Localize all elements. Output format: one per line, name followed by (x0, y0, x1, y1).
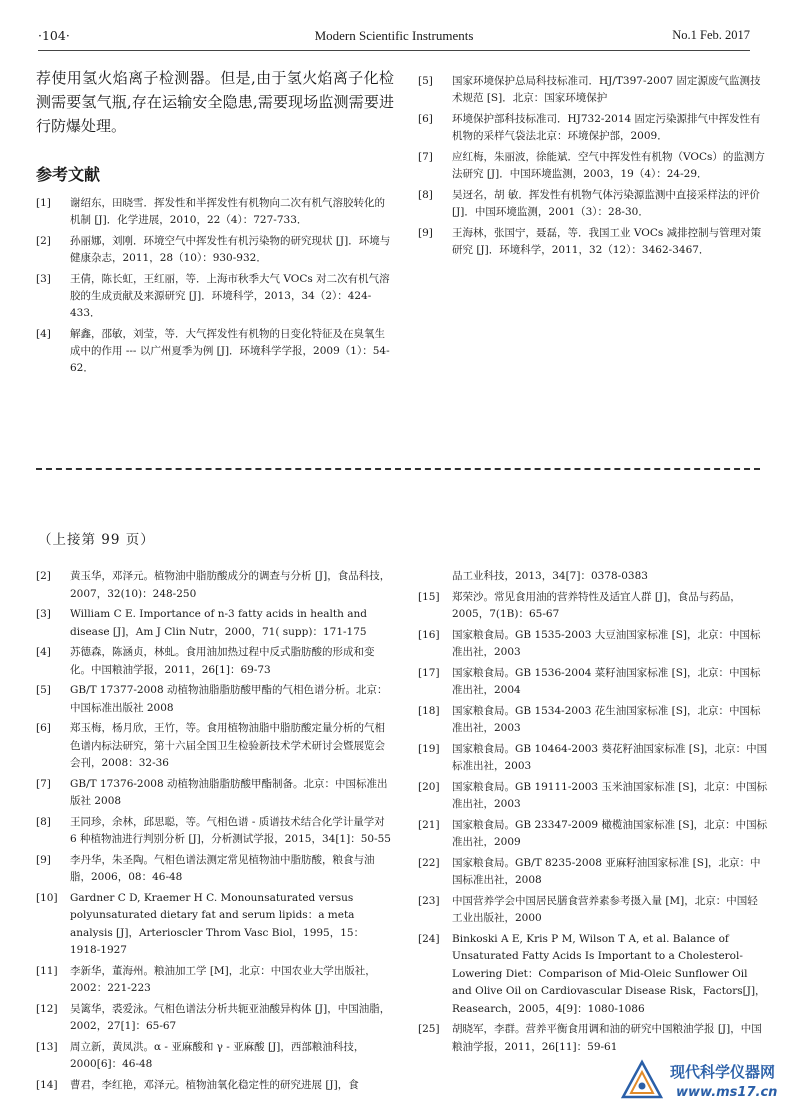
reference-item (418, 73, 768, 107)
reference-number: [2] (36, 570, 51, 582)
reference-item (36, 852, 394, 887)
reference-number: [5] (36, 684, 51, 696)
journal-name: Modern Scientific Instruments (314, 28, 474, 43)
reference-text: 王同珍，余林，邱思聪，等。气相色谱 - 质谱技术结合化学计量学对 6 种植物油进行判别分析 [J]，分析测试学报，2015，34[1]：50-55 (70, 815, 391, 845)
top-right-reference-list (418, 73, 768, 259)
reference-text: 李丹华，朱圣陶。气相色谱法测定常见植物油中脂肪酸，粮食与油脂，2006，08：46-48 (70, 853, 375, 883)
reference-text: 国家粮食局。GB 1536-2004 菜籽油国家标准 [S]，北京：中国标准出社，2004 (452, 666, 761, 696)
reference-number: [10] (36, 891, 58, 904)
reference-text: 周立新，黄凤洪。α - 亚麻酸和 γ - 亚麻酸 [J]，西部粮油科技，2000[6]：46-48 (70, 1040, 365, 1070)
reference-number: [20] (418, 780, 440, 793)
watermark-url[interactable]: www.ms17.cn (676, 1085, 778, 1100)
reference-text: 应红梅，朱丽波，徐能斌．空气中挥发性有机物（VOCs）的监测方法研究 [J]．中国环境监测，2003，19（4）：24-29． (452, 151, 765, 180)
reference-number: [4] (36, 328, 51, 340)
reference-item (36, 271, 394, 322)
reference-number: [3] (36, 273, 51, 285)
watermark-title: 现代科学仪器网 (670, 1063, 776, 1081)
reference-item (36, 682, 394, 717)
reference-item (418, 1021, 768, 1056)
reference-item (418, 111, 768, 145)
reference-item (418, 855, 768, 890)
reference-item (36, 1077, 394, 1095)
reference-text: 国家粮食局。GB 19111-2003 玉米油国家标准 [S]，北京：中国标准出社，2003 (452, 780, 768, 810)
reference-number: [3] (36, 608, 51, 620)
reference-text: 中国营养学会中国居民膳食营养素参考摄入量 [M]，北京：中国轻工业出版社，2000 (452, 894, 758, 924)
reference-number: [2] (36, 235, 51, 247)
reference-text: 李新华，董海州。粮油加工学 [M]，北京：中国农业大学出版社，2002：221-223 (70, 964, 376, 994)
reference-item (418, 225, 768, 259)
reference-text: 国家粮食局。GB/T 8235-2008 亚麻籽油国家标准 [S]，北京：中国标准出社，2008 (452, 856, 761, 886)
reference-text: 吴迓名，胡 敏．挥发性有机物气体污染源监测中直接采样法的评价 [J]．中国环境监测，2001（3）：28-30． (452, 189, 760, 218)
reference-number: [21] (418, 818, 440, 831)
reference-number: [8] (418, 189, 433, 201)
reference-item (418, 149, 768, 183)
reference-text: 环境保护部科技标准司．HJ732-2014 固定污染源排气中挥发性有机物的采样气袋法北京：环境保护部，2009． (452, 113, 761, 142)
reference-text: 曹君，李红艳，邓泽元。植物油氧化稳定性的研究进展 [J]，食 (70, 1078, 359, 1091)
reference-item (36, 720, 394, 773)
site-watermark (620, 1057, 790, 1109)
reference-item (418, 893, 768, 928)
reference-number: [22] (418, 856, 440, 869)
bottom-left-column (36, 568, 394, 1097)
reference-text: 谢绍东，田晓雪．挥发性和半挥发性有机物向二次有机气溶胶转化的机制 [J]．化学进展，2010，22（4）：727-733． (70, 197, 385, 226)
watermark-logo-icon (620, 1059, 664, 1103)
bottom-right-column (418, 568, 768, 1059)
bottom-right-reference-list (418, 589, 768, 1057)
reference-item (36, 963, 394, 998)
reference-text: 国家粮食局。GB 1534-2003 花生油国家标准 [S]，北京：中国标准出社，2003 (452, 704, 761, 734)
reference-item (36, 195, 394, 229)
reference-number: [6] (418, 113, 433, 125)
reference-number: [9] (418, 227, 433, 239)
reference-item (418, 817, 768, 852)
top-right-column (418, 73, 768, 263)
reference-item (36, 1001, 394, 1036)
reference-text: William C E. Importance of n-3 fatty acids in health and disease [J]，Am J Clin Nutr，2000，71( supp)：171-175 (70, 608, 367, 638)
reference-text: 解鑫，邵敏，刘莹，等．大气挥发性有机物的日变化特征及在臭氧生成中的作用 --- 以广州夏季为例 [J]．环境科学学报，2009（1）：54-62． (70, 328, 390, 374)
reference-text: 苏德森，陈涵贞，林虬。食用油加热过程中反式脂肪酸的形成和变化。中国粮油学报，2011，26[1]：69-73 (70, 646, 375, 676)
reference-text: 王海林，张国宁，聂磊，等．我国工业 VOCs 减排控制与管理对策研究 [J]．环境科学，2011，32（12）：3462-3467． (452, 227, 762, 256)
reference-text: 胡晓军，李群。营养平衡食用调和油的研究中国粮油学报 [J]，中国粮油学报，2011，26[11]：59-61 (452, 1023, 762, 1053)
reference-number: [14] (36, 1078, 58, 1091)
reference-text: GB/T 17377-2008 动植物油脂脂肪酸甲酯的气相色谱分析。北京：中国标准出版社 2008 (70, 684, 388, 714)
reference-number: [9] (36, 853, 51, 866)
reference-item (36, 644, 394, 679)
reference-text: GB/T 17376-2008 动植物油脂脂肪酸甲酯制备。北京：中国标准出版社 2008 (70, 777, 388, 807)
reference-number: [4] (36, 646, 51, 658)
continued-note: （上接第 99 页） (38, 532, 155, 548)
page-header (38, 28, 750, 48)
reference-item (36, 606, 394, 641)
reference-text: 国家环境保护总局科技标准司．HJ/T397-2007 固定源废气监测技术规范 [S]．北京：国家环境保护 (452, 75, 761, 104)
reference-number: [23] (418, 894, 440, 907)
reference-item (418, 187, 768, 221)
reference-continuation: 品工业科技，2013，34[7]：0378-0383 (452, 570, 648, 582)
reference-item (36, 890, 394, 960)
reference-number: [7] (418, 151, 433, 163)
reference-number: [19] (418, 742, 440, 755)
reference-number: [24] (418, 932, 440, 945)
reference-text: Gardner C D, Kraemer H C. Monounsaturated versus polyunsaturated dietary fat and serum lipids：a meta analysis [J]，Arterioscler Throm Vasc Biol，1995，15：1918-1927 (70, 891, 365, 956)
reference-item (418, 741, 768, 776)
reference-number: [13] (36, 1040, 58, 1053)
reference-number: [12] (36, 1002, 58, 1015)
reference-number: [6] (36, 722, 51, 734)
page-number: ·104· (38, 28, 70, 43)
reference-number: [25] (418, 1023, 440, 1035)
references-title: 参考文献 (36, 165, 101, 184)
reference-item (418, 779, 768, 814)
reference-number: [18] (418, 704, 440, 717)
top-left-reference-list (36, 195, 394, 377)
reference-number: [16] (418, 628, 440, 641)
reference-number: [1] (36, 197, 51, 209)
reference-item (36, 776, 394, 811)
top-left-column (36, 66, 394, 381)
reference-item (418, 627, 768, 662)
reference-text: 郑玉梅，杨月欣，王竹，等。食用植物油脂中脂肪酸定量分析的气相色谱内标法研究，第十六届全国卫生检验新技术学术研讨会暨展览会会刊，2008：32-36 (70, 722, 385, 769)
issue-info: No.1 Feb. 2017 (672, 28, 750, 42)
reference-text: 王倩，陈长虹，王红丽，等．上海市秋季大气 VOCs 对二次有机气溶胶的生成贡献及来源研究 [J]．环境科学，2013，34（2）：424-433． (70, 273, 390, 319)
reference-number: [5] (418, 75, 433, 87)
reference-number: [11] (36, 964, 58, 977)
bottom-left-reference-list (36, 568, 394, 1094)
section-divider (36, 468, 760, 470)
reference-text: Binkoski A E, Kris P M, Wilson T A, et al. Balance of Unsaturated Fatty Acids Is Important to a Cholesterol-Lowering Diet：Comparison of Mid-Oleic Sunflower Oil and Olive Oil on Cardiovascular Disease Risk，Factors[J]，Reasearch，2005，4[9]：1080-1086 (452, 932, 766, 1015)
reference-text: 吴篱华，裘爱泳。气相色谱法分析共轭亚油酸异构体 [J]，中国油脂，2002，27[1]：65-67 (70, 1002, 391, 1032)
reference-text: 郑荣沙。常见食用油的营养特性及适宜人群 [J]，食品与药品，2005，7(1B)：65-67 (452, 590, 741, 620)
reference-text: 国家粮食局。GB 1535-2003 大豆油国家标准 [S]，北京：中国标准出社，2003 (452, 628, 761, 658)
reference-item (36, 1039, 394, 1074)
reference-item (418, 665, 768, 700)
reference-item (418, 703, 768, 738)
reference-number: [7] (36, 777, 51, 790)
reference-number: [15] (418, 590, 440, 603)
reference-item (36, 233, 394, 267)
reference-number: [8] (36, 815, 51, 828)
reference-text: 黄玉华，邓泽元。植物油中脂肪酸成分的调查与分析 [J]，食品科技，2007，32(10)：248-250 (70, 570, 391, 600)
reference-item (36, 568, 394, 603)
header-rule (38, 50, 750, 51)
body-paragraph: 荐使用氢火焰离子检测器。但是,由于氢火焰离子化检测需要氢气瓶,存在运输安全隐患,需要现场监测需要进行防爆处理。 (36, 69, 394, 135)
reference-item (36, 326, 394, 377)
reference-number: [17] (418, 666, 440, 679)
reference-item (418, 931, 768, 1019)
reference-text: 孙丽娜，刘刚．环境空气中挥发性有机污染物的研究现状 [J]．环境与健康杂志，2011，28（10）：930-932． (70, 235, 391, 264)
reference-text: 国家粮食局。GB 10464-2003 葵花籽油国家标准 [S]，北京：中国标准出社，2003 (452, 742, 768, 772)
reference-item (418, 589, 768, 624)
reference-item (36, 814, 394, 849)
reference-text: 国家粮食局。GB 23347-2009 橄榄油国家标准 [S]，北京：中国标准出社，2009 (452, 818, 768, 848)
